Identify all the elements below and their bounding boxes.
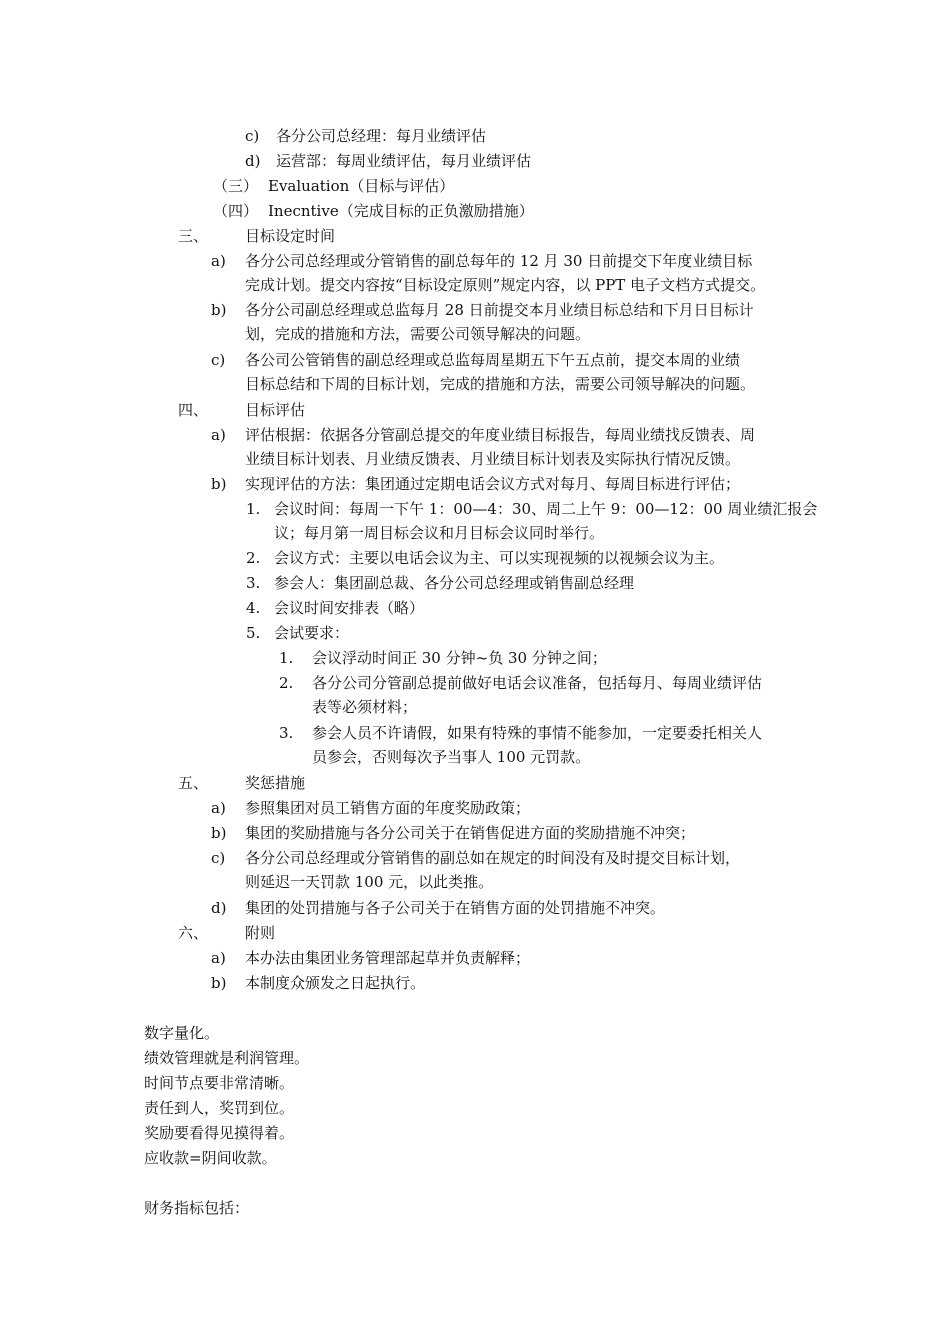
document-page: c) 各分公司总经理：每月业绩评估 d) 运营部：每周业绩评估，每月业绩评估 （三） Evaluation（目标与评估） （四） Inecntive（完成目标的正负激励措施） 三、 目标设定时间 a) 各分公司总经理或分管销售的副总每年的 12 月 30 日前提交下年度业绩目标 完成计划。提交内容按“目标设定原则”规定内容，以 PPT 电子文档方式提交。 b) 各分公司副总经理或总监每月 28 日前提交本月业绩目标总结和下月日目标计 划，完成的措施和方法，需要公司领导解决的问题。 c) 各公司公管销售的副总经理或总监每周星期五下午五点前，提交本周的业绩 目标总结和下周的目标计划，完成的措施和方法，需要公司领导解决的问题。 四、 目标评估 a) 评估根据：依据各分管副总提交的年度业绩目标报告，每周业绩找反馈表、周 业绩目标计划表、月业绩反馈表、月业绩目标计划表及实际执行情况反馈。 b) 实现评估的方法：集团通过定期电话会议方式对每月、每周目标进行评估； 1. 会议时间：每周一下午 1：00—4：30、周二上午 9：00—12：00 周业绩汇报会 议；每月第一周目标会议和月目标会议同时举行。 2. 会议方式：主要以电话会议为主、可以实现视频的以视频会议为主。 3. 参会人：集团副总裁、各分公司总经理或销售副总经理 4. 会议时间安排表（略） 5. 会试要求： 1. 会议浮动时间正 30 分钟~负 30 分钟之间； 2. 各分公司分管副总提前做好电话会议准备，包括每月、每周业绩评估 表等必须材料； 3. 参会人员不许请假，如果有特殊的事情不能参加，一定要委托相关人 员参会，否则每次予当事人 100 元罚款。 五、 奖惩措施 a) 参照集团对员工销售方面的年度奖励政策； b) 集团的奖励措施与各分公司关于在销售促进方面的奖励措施不冲突； c) 各分公司总经理或分管销售的副总如在规定的时间没有及时提交目标计划， 则延迟一天罚款 100 元，以此类推。 d) 集团的处罚措施与各子公司关于在销售方面的处罚措施不冲突。 六、 附则 a) 本办法由集团业务管理部起草并负责解释； b) 本制度众颁发之日起执行。 数字量化。 绩效管理就是利润管理。 时间节点要非常清晰。 责任到人，奖罚到位。 奖励要看得见摸得着。 应收款=阴间收款。 财务指标包括：	[144, 127, 818, 1217]
